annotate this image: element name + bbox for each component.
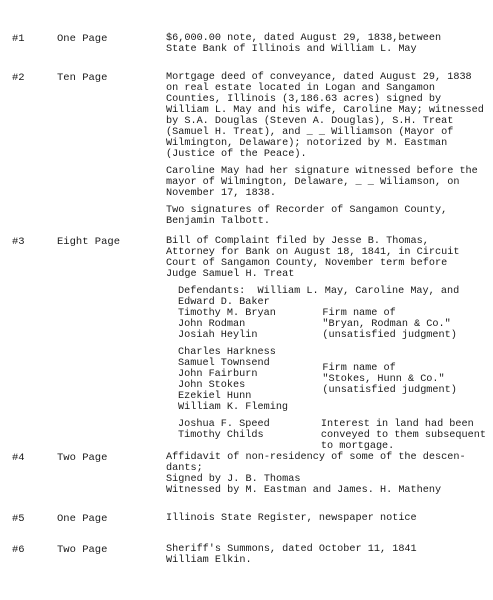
group-note: "Stokes, Hunn & Co." xyxy=(322,374,445,385)
text-line: Witnessed by M. Eastman and James. H. Matheny xyxy=(166,485,442,496)
page-count: Two Page xyxy=(57,544,108,556)
text-line: Caroline May had her signature witnessed before the xyxy=(166,166,478,177)
group-note: "Bryan, Rodman & Co." xyxy=(322,319,451,330)
text-line: on real estate located in Logan and Sangamon xyxy=(166,83,435,94)
entry-number: #6 xyxy=(12,544,25,556)
text-line: Attorney for Bank on August 18, 1841, in Circuit xyxy=(166,247,460,258)
text-line: Wilmington, Delaware); notorized by M. Eastman xyxy=(166,138,448,149)
defendants-label: Defendants: William L. May, Caroline May, and xyxy=(178,286,460,297)
text-line: Sheriff's Summons, dated October 11, 1841 xyxy=(166,544,417,555)
defendant-name: Joshua F. Speed xyxy=(178,419,270,430)
group-note: (unsatisfied judgment) xyxy=(322,330,457,341)
entry-description xyxy=(166,72,486,233)
text-line: Mortgage deed of conveyance, dated August 29, 1838 xyxy=(166,72,472,83)
entry-number: #2 xyxy=(12,72,25,84)
defendant-name: Josiah Heylin xyxy=(178,330,258,341)
page-count: Eight Page xyxy=(57,236,121,248)
text-line: Signed by J. B. Thomas xyxy=(166,474,301,485)
group-note: Interest in land had been xyxy=(320,419,474,430)
defendant-name: John Stokes xyxy=(178,380,246,391)
text-line: (Justice of the Peace). xyxy=(166,149,307,160)
entry-number: #3 xyxy=(12,236,25,248)
defendant-name: Samuel Townsend xyxy=(178,358,270,369)
defendant-name: Edward D. Baker xyxy=(178,297,270,308)
defendant-group xyxy=(166,297,486,341)
text-line: William Elkin. xyxy=(166,555,252,566)
text-line: $6,000.00 note, dated August 29, 1838,between xyxy=(166,33,442,44)
text-line: William L. May and his wife, Caroline May; witnessed xyxy=(166,105,484,116)
entry-description xyxy=(166,544,486,572)
group-note: conveyed to them subsequent xyxy=(320,430,486,441)
text-line: Affidavit of non-residency of some of the descen- xyxy=(166,452,466,463)
text-line: Two signatures of Recorder of Sangamon County, xyxy=(166,205,448,216)
defendant-group xyxy=(166,419,486,452)
defendant-name: John Fairburn xyxy=(178,369,258,380)
text-line: dants; xyxy=(166,463,203,474)
entry-description xyxy=(166,236,486,458)
group-note: to mortgage. xyxy=(320,441,395,452)
text-line: Illinois State Register, newspaper notice xyxy=(166,513,417,524)
text-line: Counties, Illinois (3,186.63 acres) signed by xyxy=(166,94,442,105)
defendant-name: Timothy M. Bryan xyxy=(178,308,276,319)
defendant-name: Ezekiel Hunn xyxy=(178,391,252,402)
page-count: One Page xyxy=(57,513,108,525)
page-count: Two Page xyxy=(57,452,108,464)
entry-description xyxy=(166,513,486,530)
text-line: (Samuel H. Treat), and _ _ Williamson (Mayor of xyxy=(166,127,454,138)
entry-description xyxy=(166,452,486,502)
group-note: Firm name of xyxy=(322,363,396,374)
defendant-name: Timothy Childs xyxy=(178,430,264,441)
text-line: Judge Samuel H. Treat xyxy=(166,269,295,280)
entry-number: #1 xyxy=(12,33,25,45)
defendant-name: William K. Fleming xyxy=(178,402,289,413)
defendant-name: John Rodman xyxy=(178,319,246,330)
text-line: by S.A. Douglas (Steven A. Douglas), S.H. Treat xyxy=(166,116,454,127)
page-count: Ten Page xyxy=(57,72,108,84)
text-line: Bill of Complaint filed by Jesse B. Thomas, xyxy=(166,236,429,247)
text-line: State Bank of Illinois and William L. May xyxy=(166,44,417,55)
group-note: Firm name of xyxy=(322,308,396,319)
defendant-name: Charles Harkness xyxy=(178,347,276,358)
group-note: (unsatisfied judgment) xyxy=(322,385,457,396)
text-line: mayor of Wilmington, Delaware, _ _ Wiliamson, on xyxy=(166,177,460,188)
page-count: One Page xyxy=(57,33,108,45)
text-line: Benjamin Talbott. xyxy=(166,216,270,227)
defendant-group xyxy=(166,347,486,413)
text-line: Court of Sangamon County, November term before xyxy=(166,258,448,269)
entry-description xyxy=(166,33,486,61)
entry-number: #5 xyxy=(12,513,25,525)
text-line: November 17, 1838. xyxy=(166,188,277,199)
entry-number: #4 xyxy=(12,452,25,464)
